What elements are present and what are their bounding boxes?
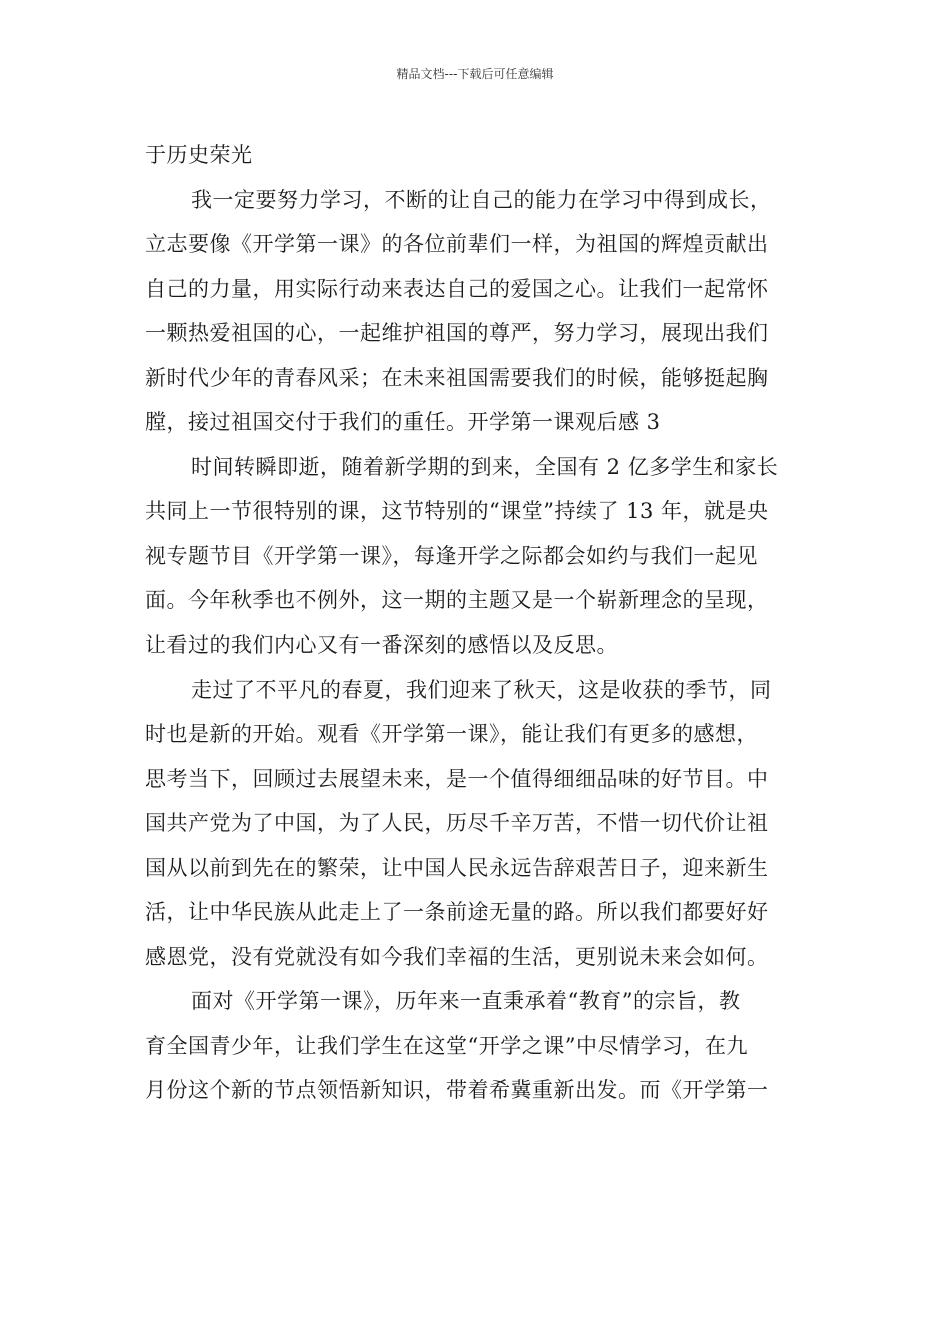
text-line: 月份这个新的节点领悟新知识，带着希冀重新出发。而《开学第一 bbox=[145, 1078, 769, 1103]
text-line: 感恩党，没有党就没有如今我们幸福的生活，更别说未来会如何。 bbox=[145, 944, 769, 969]
text-line: 思考当下，回顾过去展望未来，是一个值得细细品味的好节目。中 bbox=[145, 766, 769, 791]
text-line: 育全国青少年，让我们学生在这堂“开学之课”中尽情学习，在九 bbox=[145, 1033, 748, 1058]
text-line: 活，让中华民族从此走上了一条前途无量的路。所以我们都要好好 bbox=[145, 900, 769, 925]
document-body bbox=[145, 133, 815, 1113]
text-line: 于历史荣光 bbox=[145, 143, 253, 167]
text-line: 一颗热爱祖国的心，一起维护祖国的尊严，努力学习，展现出我们 bbox=[145, 321, 769, 346]
paragraph-start-line: 走过了不平凡的春夏，我们迎来了秋天，这是收获的季节，同 bbox=[191, 677, 772, 702]
paragraph-start-line: 时间转瞬即逝，随着新学期的到来，全国有 2 亿多学生和家长 bbox=[191, 454, 779, 479]
text-line: 自己的力量，用实际行动来表达自己的爱国之心。让我们一起常怀 bbox=[145, 276, 769, 301]
text-line: 国从以前到先在的繁荣，让中国人民永远告辞艰苦日子，迎来新生 bbox=[145, 855, 769, 880]
text-line: 视专题节目《开学第一课》，每逢开学之际都会如约与我们一起见 bbox=[145, 543, 758, 568]
text-line: 国共产党为了中国，为了人民，历尽千辛万苦，不惜一切代价让祖 bbox=[145, 811, 769, 836]
text-line: 共同上一节很特别的课，这节特别的“课堂”持续了 13 年，就是央 bbox=[145, 499, 769, 524]
text-line: 立志要像《开学第一课》的各位前辈们一样，为祖国的辉煌贡献出 bbox=[145, 232, 769, 257]
paragraph-start-line: 面对《开学第一课》，历年来一直秉承着“教育”的宗旨，教 bbox=[191, 989, 741, 1014]
page-header: 精品文档---下载后可任意编辑 bbox=[396, 67, 554, 81]
paragraph-start-line: 我一定要努力学习，不断的让自己的能力在学习中得到成长， bbox=[191, 187, 772, 212]
text-line: 让看过的我们内心又有一番深刻的感悟以及反思。 bbox=[145, 633, 618, 658]
text-line: 面。今年秋季也不例外，这一期的主题又是一个崭新理念的呈现， bbox=[145, 588, 769, 613]
text-line: 时也是新的开始。观看《开学第一课》，能让我们有更多的感想， bbox=[145, 722, 758, 747]
text-line: 膛，接过祖国交付于我们的重任。开学第一课观后感 3 bbox=[145, 410, 661, 435]
text-line: 新时代少年的青春风采；在未来祖国需要我们的时候，能够挺起胸 bbox=[145, 365, 769, 390]
